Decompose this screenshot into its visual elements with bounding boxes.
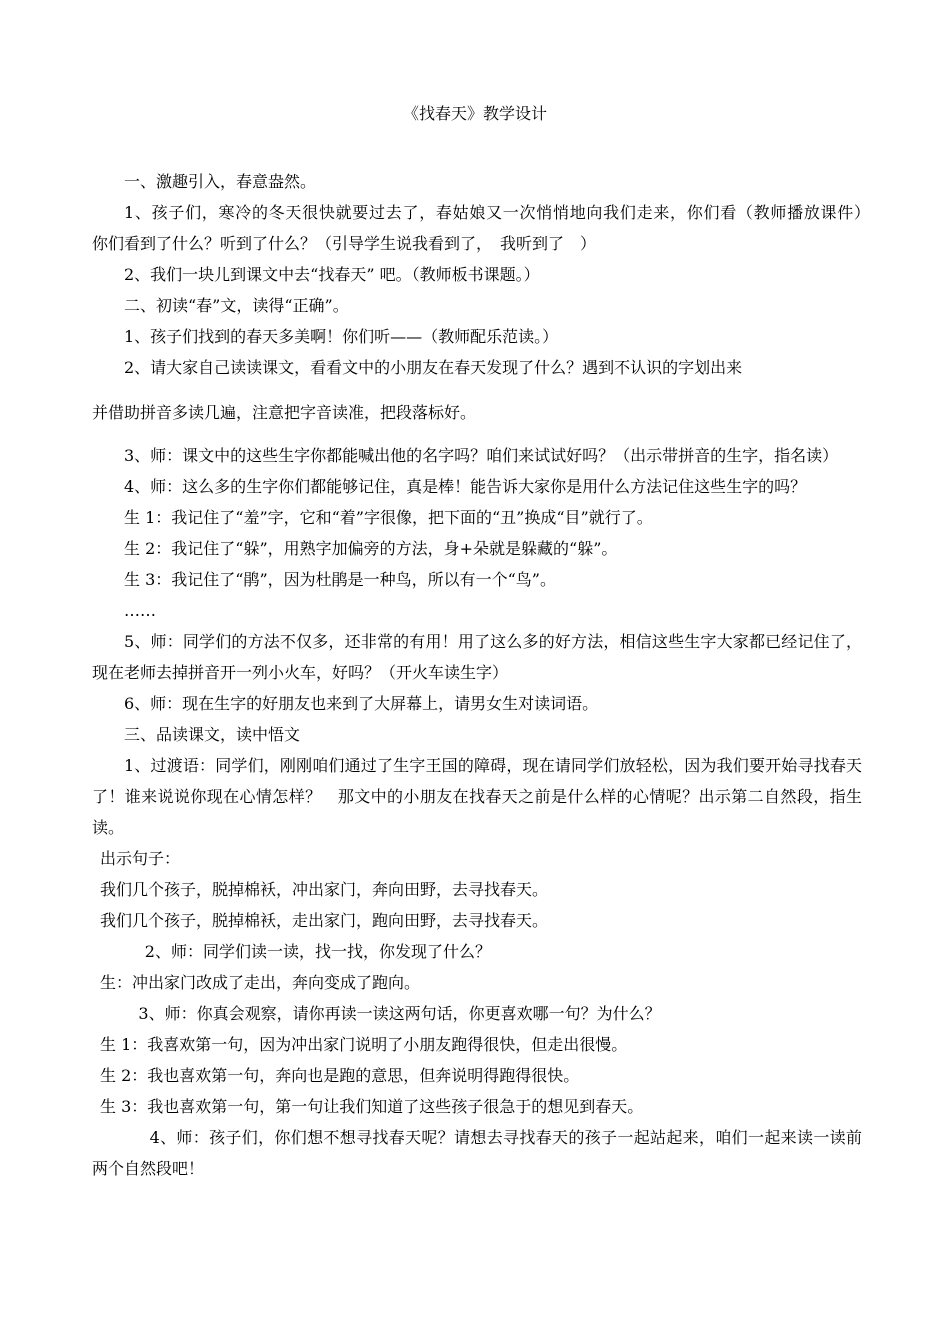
student-answer: 生 1：我喜欢第一句，因为冲出家门说明了小朋友跑得很快，但走出很慢。 [100,1035,628,1054]
paragraph: 4、师：孩子们，你们想不想寻找春天呢？请想去寻找春天的孩子一起站起来，咱们一起来读一读前两个自然段吧！ [92,1128,862,1178]
section-heading-2: 二、初读“春”文，读得“正确”。 [124,296,349,315]
student-answer: 生 3：我记住了“鹃”，因为杜鹃是一种鸟，所以有一个“鸟”。 [124,570,556,589]
paragraph: 2、请大家自己读读课文，看看文中的小朋友在春天发现了什么？遇到不认识的字划出来 [124,358,743,377]
example-sentence: 我们几个孩子，脱掉棉袄，冲出家门，奔向田野，去寻找春天。 [100,880,549,899]
paragraph: 2、我们一块儿到课文中去“找春天” 吧。（教师板书课题。） [124,265,540,284]
paragraph: 1、孩子们，寒冷的冬天很快就要过去了，春姑娘又一次悄悄地向我们走来，你们看（教师播放课件） 你们看到了什么？听到了什么？（引导学生说我看到了， 我听到了 ） [92,203,884,253]
section-heading-3: 三、品读课文，读中悟文 [124,725,301,744]
student-answer: 生 2：我也喜欢第一句，奔向也是跑的意思，但奔说明得跑得很快。 [100,1066,580,1085]
paragraph: 3、师：你真会观察，请你再读一读这两句话，你更喜欢哪一句？为什么？ [138,1004,661,1023]
paragraph: 2、师：同学们读一读，找一找，你发现了什么？ [144,942,491,961]
paragraph: 3、师：课文中的这些生字你都能喊出他的名字吗？咱们来试试好吗？（出示带拼音的生字，指名读） [124,446,839,465]
paragraph: 并借助拼音多读几遍，注意把字音读准，把段落标好。 [92,403,477,422]
student-answer: 生 1：我记住了“羞”字，它和“着”字很像，把下面的“丑”换成“目”就行了。 [124,508,653,527]
document-title: 《找春天》教学设计 [402,104,547,123]
document-body [92,166,884,1184]
sentence-label: 出示句子： [100,849,181,868]
paragraph: 1、孩子们找到的春天多美啊！你们听——（教师配乐范读。） [124,327,559,346]
paragraph: 5、师：同学们的方法不仅多，还非常的有用！用了这么多的好方法，相信这些生字大家都已经记住了，现在老师去掉拼音开一列小火车，好吗？（开火车读生字） [92,632,862,682]
paragraph: 6、师：现在生字的好朋友也来到了大屏幕上，请男女生对读词语。 [124,694,599,713]
student-answer: 生：冲出家门改成了走出，奔向变成了跑向。 [100,973,421,992]
ellipsis: …… [124,601,156,620]
paragraph: 4、师：这么多的生字你们都能够记住，真是棒！能告诉大家你是用什么方法记住这些生字的吗？ [124,477,807,496]
section-heading-1: 一、激趣引入，春意盎然。 [124,172,317,191]
student-answer: 生 3：我也喜欢第一句，第一句让我们知道了这些孩子很急于的想见到春天。 [100,1097,644,1116]
student-answer: 生 2：我记住了“躲”，用熟字加偏旁的方法，身+朵就是躲藏的“躲”。 [124,539,618,558]
paragraph: 1、过渡语：同学们，刚刚咱们通过了生字王国的障碍，现在请同学们放轻松，因为我们要开始寻找春天了！谁来说说你现在心情怎样？ 那文中的小朋友在找春天之前是什么样的心情呢？出示第二自然段，指生读。 [92,756,862,837]
example-sentence: 我们几个孩子，脱掉棉袄，走出家门，跑向田野，去寻找春天。 [100,911,549,930]
